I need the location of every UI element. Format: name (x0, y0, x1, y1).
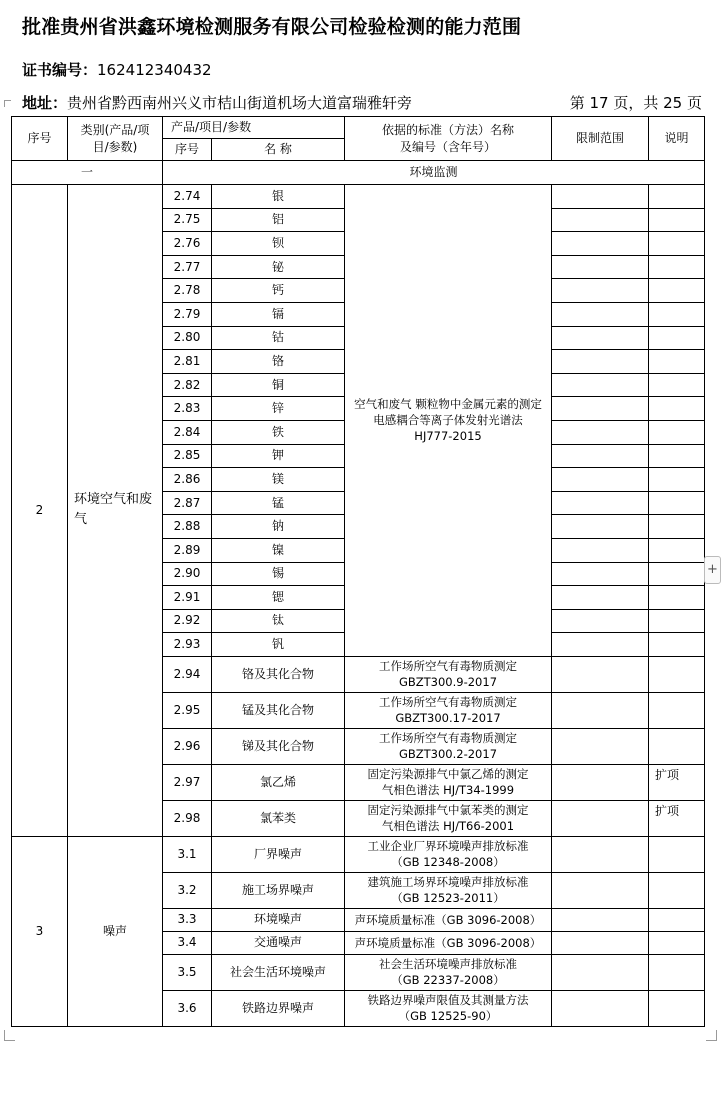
item-no: 2.98 (163, 800, 212, 836)
section-name: 环境监测 (163, 161, 705, 185)
category-header-line2: 目/参数) (92, 139, 138, 154)
remark-cell (649, 515, 705, 539)
corner-mark-icon (4, 100, 11, 107)
remark-cell (649, 302, 705, 326)
col-category-header (68, 117, 163, 161)
item-no: 2.96 (163, 728, 212, 764)
item-no: 2.83 (163, 397, 212, 421)
limit-cell (552, 562, 649, 586)
item-standard: 声环境质量标准（GB 3096-2008） (345, 931, 552, 954)
remark-cell (649, 931, 705, 954)
cert-number: 162412340432 (97, 61, 212, 79)
standard-line1: 铁路边界噪声限值及其测量方法 (367, 993, 529, 1008)
remark-cell (649, 350, 705, 374)
item-name: 镉 (212, 302, 345, 326)
standard-line2: GBZT300.2-2017 (398, 747, 498, 762)
item-no: 2.91 (163, 586, 212, 610)
remark-cell: 扩项 (649, 764, 705, 800)
standard-line1: 工作场所空气有毒物质测定 (379, 659, 517, 674)
item-no: 2.85 (163, 444, 212, 468)
remark-cell (649, 728, 705, 764)
limit-cell (552, 185, 649, 209)
expand-icon[interactable]: + (704, 556, 721, 584)
item-no: 2.86 (163, 468, 212, 492)
item-name: 交通噪声 (212, 931, 345, 954)
item-name: 银 (212, 185, 345, 209)
item-name: 镁 (212, 468, 345, 492)
remark-cell (649, 586, 705, 610)
item-no: 3.1 (163, 836, 212, 872)
item-name: 钾 (212, 444, 345, 468)
item-no: 2.95 (163, 692, 212, 728)
remark-cell (649, 872, 705, 908)
col-limit-header: 限制范围 (552, 117, 649, 161)
remark-cell (649, 185, 705, 209)
item-no: 2.77 (163, 255, 212, 279)
crop-mark-left-icon (4, 1030, 15, 1041)
limit-cell (552, 468, 649, 492)
page-indicator: 第 17 页，共 25 页 (569, 94, 702, 112)
remark-cell (649, 326, 705, 350)
item-name: 铬及其化合物 (212, 656, 345, 692)
limit-cell (552, 836, 649, 872)
remark-cell (649, 908, 705, 931)
item-no: 2.74 (163, 185, 212, 209)
item-no: 3.6 (163, 990, 212, 1026)
item-standard (345, 872, 552, 908)
standard-line1: 固定污染源排气中氯苯类的测定 (367, 803, 529, 818)
limit-cell (552, 326, 649, 350)
item-no: 2.93 (163, 633, 212, 657)
item-no: 2.80 (163, 326, 212, 350)
item-no: 2.94 (163, 656, 212, 692)
remark-cell (649, 468, 705, 492)
remark-cell: 扩项 (649, 800, 705, 836)
item-no: 2.76 (163, 232, 212, 256)
limit-cell (552, 232, 649, 256)
item-standard (345, 800, 552, 836)
remark-cell (649, 373, 705, 397)
col-item-group-header: 产品/项目/参数 (163, 117, 345, 139)
standard-header-line1: 依据的标准（方法）名称 (381, 122, 514, 137)
item-standard (345, 728, 552, 764)
col-subname-header: 名 称 (212, 139, 345, 161)
item-name: 钴 (212, 326, 345, 350)
item-name: 铁路边界噪声 (212, 990, 345, 1026)
remark-cell (649, 836, 705, 872)
col-standard-header (345, 117, 552, 161)
remark-cell (649, 656, 705, 692)
item-standard (345, 764, 552, 800)
limit-cell (552, 208, 649, 232)
remark-cell (649, 279, 705, 303)
item-no: 2.75 (163, 208, 212, 232)
item-name: 厂界噪声 (212, 836, 345, 872)
limit-cell (552, 491, 649, 515)
item-name: 钙 (212, 279, 345, 303)
item-standard (345, 954, 552, 990)
item-name: 社会生活环境噪声 (212, 954, 345, 990)
item-no: 2.82 (163, 373, 212, 397)
table-row (12, 836, 705, 872)
remark-cell (649, 633, 705, 657)
item-standard (345, 656, 552, 692)
limit-cell (552, 586, 649, 610)
col-remark-header: 说明 (649, 117, 705, 161)
item-name: 氯乙烯 (212, 764, 345, 800)
item-name: 施工场界噪声 (212, 872, 345, 908)
table-row (12, 185, 705, 209)
group3-category: 噪声 (68, 836, 163, 1026)
limit-cell (552, 954, 649, 990)
item-name: 锰及其化合物 (212, 692, 345, 728)
item-no: 2.97 (163, 764, 212, 800)
limit-cell (552, 908, 649, 931)
item-name: 钠 (212, 515, 345, 539)
remark-cell (649, 232, 705, 256)
item-no: 2.79 (163, 302, 212, 326)
standard-line1: 固定污染源排气中氯乙烯的测定 (367, 767, 529, 782)
item-name: 铝 (212, 208, 345, 232)
limit-cell (552, 515, 649, 539)
item-standard (345, 692, 552, 728)
item-no: 2.78 (163, 279, 212, 303)
crop-mark-right-icon (706, 1030, 717, 1041)
limit-cell (552, 279, 649, 303)
standard-line2: （GB 12525-90） (398, 1009, 498, 1024)
standard-line2: （GB 22337-2008） (391, 973, 505, 988)
standard-line1: 工业企业厂界环境噪声排放标准 (367, 839, 529, 854)
col-subseq-header: 序号 (163, 139, 212, 161)
remark-cell (649, 538, 705, 562)
item-name: 锑及其化合物 (212, 728, 345, 764)
limit-cell (552, 764, 649, 800)
limit-cell (552, 255, 649, 279)
remark-cell (649, 491, 705, 515)
item-name: 环境噪声 (212, 908, 345, 931)
standard-line1: 工作场所空气有毒物质测定 (379, 695, 517, 710)
category-header-line1: 类别(产品/项 (80, 122, 150, 137)
item-no: 2.81 (163, 350, 212, 374)
remark-cell (649, 208, 705, 232)
page-title: 批准贵州省洪鑫环境检测服务有限公司检验检测的能力范围 (22, 16, 522, 38)
limit-cell (552, 302, 649, 326)
group2-seq: 2 (12, 185, 68, 837)
standard-line1: 建筑施工场界环境噪声排放标准 (367, 875, 529, 890)
standard-line2: 气相色谱法 HJ/T34-1999 (381, 783, 515, 798)
standard-line1: 社会生活环境噪声排放标准 (379, 957, 517, 972)
limit-cell (552, 609, 649, 633)
limit-cell (552, 800, 649, 836)
limit-cell (552, 350, 649, 374)
item-no: 2.92 (163, 609, 212, 633)
cert-label: 证书编号： (22, 61, 98, 79)
limit-cell (552, 656, 649, 692)
item-no: 3.2 (163, 872, 212, 908)
item-no: 2.88 (163, 515, 212, 539)
item-name: 锡 (212, 562, 345, 586)
item-name: 氯苯类 (212, 800, 345, 836)
remark-cell (649, 420, 705, 444)
standard-line1: 工作场所空气有毒物质测定 (379, 731, 517, 746)
standard-line2: （GB 12523-2011） (391, 891, 505, 906)
item-no: 3.3 (163, 908, 212, 931)
group2-category: 环境空气和废气 (68, 185, 163, 837)
remark-cell (649, 255, 705, 279)
item-standard (345, 836, 552, 872)
item-name: 钛 (212, 609, 345, 633)
item-name: 铋 (212, 255, 345, 279)
certificate-line (22, 59, 212, 80)
group3-seq: 3 (12, 836, 68, 1026)
item-name: 锶 (212, 586, 345, 610)
standard-header-line2: 及编号（含年号） (399, 139, 496, 154)
section-seq: 一 (12, 161, 163, 185)
limit-cell (552, 633, 649, 657)
shared-standard: 空气和废气 颗粒物中金属元素的测定 电感耦合等离子体发射光谱法 HJ777-2015 (345, 185, 552, 657)
address-line (22, 92, 702, 113)
item-name: 锰 (212, 491, 345, 515)
item-name: 钡 (212, 232, 345, 256)
item-standard: 声环境质量标准（GB 3096-2008） (345, 908, 552, 931)
limit-cell (552, 420, 649, 444)
limit-cell (552, 373, 649, 397)
section-row (12, 161, 705, 185)
item-no: 3.4 (163, 931, 212, 954)
remark-cell (649, 444, 705, 468)
limit-cell (552, 692, 649, 728)
address-label: 地址： (22, 94, 68, 112)
item-name: 铜 (212, 373, 345, 397)
standard-line2: GBZT300.17-2017 (395, 711, 501, 726)
standard-line2: （GB 12348-2008） (391, 855, 505, 870)
item-no: 2.90 (163, 562, 212, 586)
remark-cell (649, 609, 705, 633)
item-no: 2.84 (163, 420, 212, 444)
item-name: 锌 (212, 397, 345, 421)
remark-cell (649, 990, 705, 1026)
remark-cell (649, 397, 705, 421)
header-row-1 (12, 117, 705, 139)
remark-cell (649, 692, 705, 728)
item-standard (345, 990, 552, 1026)
scope-table (11, 116, 705, 1027)
limit-cell (552, 931, 649, 954)
address-text: 贵州省黔西南州兴义市桔山街道机场大道富瑞雅轩旁 (67, 94, 413, 112)
limit-cell (552, 872, 649, 908)
limit-cell (552, 397, 649, 421)
item-name: 钒 (212, 633, 345, 657)
col-seq-header: 序号 (12, 117, 68, 161)
limit-cell (552, 538, 649, 562)
item-no: 3.5 (163, 954, 212, 990)
limit-cell (552, 990, 649, 1026)
item-name: 镍 (212, 538, 345, 562)
remark-cell (649, 562, 705, 586)
limit-cell (552, 444, 649, 468)
standard-line2: 气相色谱法 HJ/T66-2001 (381, 819, 515, 834)
limit-cell (552, 728, 649, 764)
item-no: 2.87 (163, 491, 212, 515)
item-no: 2.89 (163, 538, 212, 562)
item-name: 铁 (212, 420, 345, 444)
standard-line2: GBZT300.9-2017 (398, 675, 498, 690)
remark-cell (649, 954, 705, 990)
item-name: 铬 (212, 350, 345, 374)
